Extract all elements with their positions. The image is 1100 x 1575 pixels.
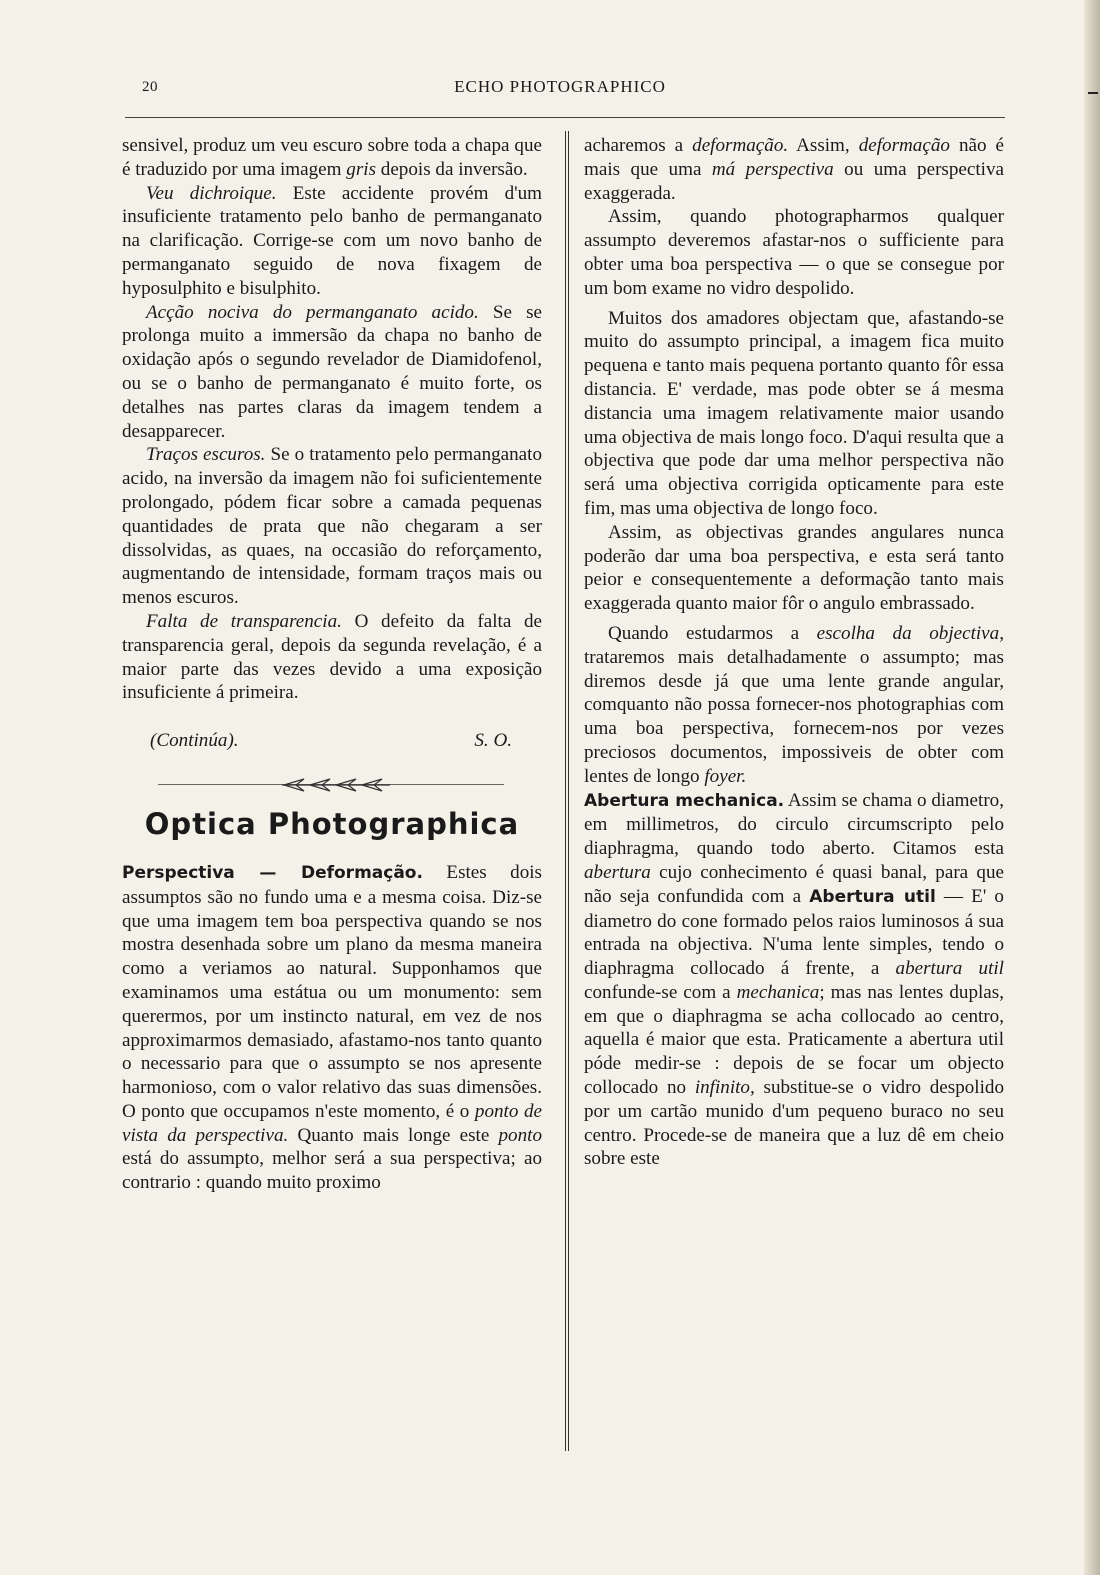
header-rule — [125, 117, 1005, 118]
italic-term: deformação. — [692, 135, 789, 156]
left-column — [122, 134, 542, 1195]
italic-heading: Falta de transparencia. — [146, 610, 342, 632]
italic-heading: Traços escuros. — [146, 444, 266, 466]
text: Se se prolonga muito a immersão da chapa no banho de oxidação após o segundo revelador de Diamidofenol, ou se o banho de permanganato é muito forte, os detalhes nas partes claras da imagem tendem a desapparecer. — [122, 301, 543, 442]
text: Quanto mais longe este — [288, 1124, 499, 1146]
text: Se o tratamento pelo permanganato acido, na inversão da imagem não foi suficientemente prolongado, pódem ficar sobre a camada pequenas quantidades de prata que não chegaram a ser dissolvidas, as quaes, na occasião do reforçamento, augmentando de intensidade, formam traços mais ou menos escuros. — [122, 444, 543, 609]
italic-term: deformação — [858, 135, 950, 156]
text: Estes dois assumptos são no fundo uma e a mesma coisa. Diz-se que uma imagem tem boa perspectiva quando se nos mostra desenhada sobre um plano da mesma maneira como a veriamos ao natural. Supponhamos que examinamos uma estátua ou um monumento: sem querermos, por um instincto natural, em vez de nos approximarmos demasiado, afastamo-nos tanto quanto o necessario para que o assumpto se nos apresente harmonioso, com o valor relativo das suas dimensões. O ponto que occupamos n'este momento, é o — [122, 861, 542, 1122]
page-edge-shadow — [1084, 0, 1100, 1575]
paragraph: Muitos dos amadores objectam que, afastando-se muito do assumpto principal, a imagem fica muito pequena e tanto mais pequena portanto quanto fôr essa distancia. E' verdade, mas pode obter se á mesma distancia uma imagem relativamente maior usando uma objectiva de mais longo foco. D'aqui resulta que a objectiva que pode dar uma melhor perspectiva não será uma objectiva corrigida opticamente para este fim, mas uma objectiva de longo foco. — [584, 307, 1004, 519]
edge-mark — [1088, 92, 1098, 94]
italic-term: abertura util — [895, 958, 1004, 980]
paragraph — [584, 134, 1004, 205]
page-number: 20 — [142, 79, 158, 95]
paragraph — [122, 134, 542, 182]
text: ; mas nas lentes duplas, em que o diaphragma se acha collocado ao centro, aquella é maior que esta. Praticamente a abertura util póde medir-se : depois de se focar um objecto collocado no — [584, 981, 1004, 1099]
text: está do assumpto, melhor será a sua perspectiva; ao contrario : quando muito proximo — [122, 1148, 542, 1194]
continua-note: (Continúa). — [150, 730, 239, 752]
bold-term: Abertura util — [809, 886, 936, 907]
text: acharemos a — [584, 135, 693, 156]
italic-term: mechanica — [736, 981, 820, 1003]
text: — E' o diametro do cone formado pelos raios luminosos á sua entrada na objectiva. N'uma lente simples, tendo o diaphragma collocado á frente, a — [584, 885, 1004, 980]
bold-heading: Perspectiva — Deformação. — [122, 862, 423, 883]
italic-term: ponto de vista da perspectiva. — [122, 1100, 542, 1146]
italic-term: abertura — [584, 861, 651, 883]
italic-term: escolha da objectiva, — [816, 622, 1004, 644]
text: cujo conhecimento é quasi banal, para que não seja confundida com a — [584, 861, 1004, 907]
text: Assim, — [788, 135, 859, 156]
paragraph — [122, 443, 542, 610]
paragraph — [122, 861, 542, 1195]
italic-term: gris — [346, 158, 376, 180]
text: Quando estudarmos a — [608, 622, 817, 644]
text: ou uma perspectiva exaggerada. — [584, 158, 1004, 204]
paragraph — [584, 789, 1004, 1172]
paragraph — [584, 622, 1004, 789]
signature-line — [122, 729, 542, 753]
italic-heading: Acção nociva do permanganato acido. — [146, 301, 479, 323]
author-initials: S. O. — [474, 730, 512, 752]
paragraph — [122, 182, 542, 301]
text: depois da inversão. — [376, 158, 528, 180]
italic-term: má perspectiva — [711, 158, 834, 180]
text: trataremos mais detalhadamente o assumpto; mas diremos desde já que uma lente grande angular, comquanto não possa fornecer-nos photographias com uma boa perspectiva, fornecem-nos por vezes preciosos documentos, impossiveis de obter com lentes de longo — [584, 646, 1004, 787]
fleuron-icon — [282, 775, 392, 795]
paragraph: Assim, as objectivas grandes angulares nunca poderão dar uma boa perspectiva, e esta será tanto peior e consequentemente a deformação tanto mais exaggerada quanto maior fôr o angulo embrassado. — [584, 521, 1004, 615]
paragraph — [122, 610, 542, 705]
right-column — [584, 134, 1004, 1171]
running-title: ECHO PHOTOGRAPHICO — [454, 77, 666, 96]
text: Assim se chama o diametro, em millimetros, do circulo circumscripto pelo diaphragma, quando todo aberto. Citamos esta — [584, 789, 1004, 860]
text: sensivel, produz um veu escuro sobre toda a chapa que é traduzido por uma imagem — [122, 135, 542, 180]
paragraph — [122, 301, 542, 444]
column-divider — [565, 131, 566, 1451]
italic-term: foyer. — [704, 765, 747, 787]
paragraph: Assim, quando photographarmos qualquer assumpto deveremos afastar-nos o sufficiente para obter uma boa perspectiva — o que se consegue por um bom exame no vidro despolido. — [584, 206, 1004, 299]
text: substitue-se o vidro despolido por um cartão munido d'um pequeno buraco no seu centro. Procede-se de maneira que a luz dê em cheio sobre este — [584, 1077, 1004, 1170]
section-ornament — [122, 767, 542, 807]
text: Este accidente provém d'um insuficiente tratamento pelo banho de permanganato na clarificação. Corrige-se com um novo banho de permanganato seguido de nova fixagem de hyposulphito e bisulphito. — [122, 182, 542, 299]
text: confunde-se com a — [584, 981, 737, 1003]
bold-heading: Abertura mechanica. — [584, 790, 785, 811]
italic-term: ponto — [498, 1124, 542, 1146]
italic-term: infinito, — [694, 1077, 755, 1099]
text: O defeito da falta de transparencia geral, depois da segunda revelação, é a maior parte das vezes devido a uma exposição insuficiente á primeira. — [122, 610, 542, 704]
italic-heading: Veu dichroique. — [146, 182, 277, 204]
column-divider-second — [568, 131, 569, 1451]
text: não é mais que uma — [584, 135, 1005, 180]
section-title: Optica Photographica — [144, 806, 520, 841]
